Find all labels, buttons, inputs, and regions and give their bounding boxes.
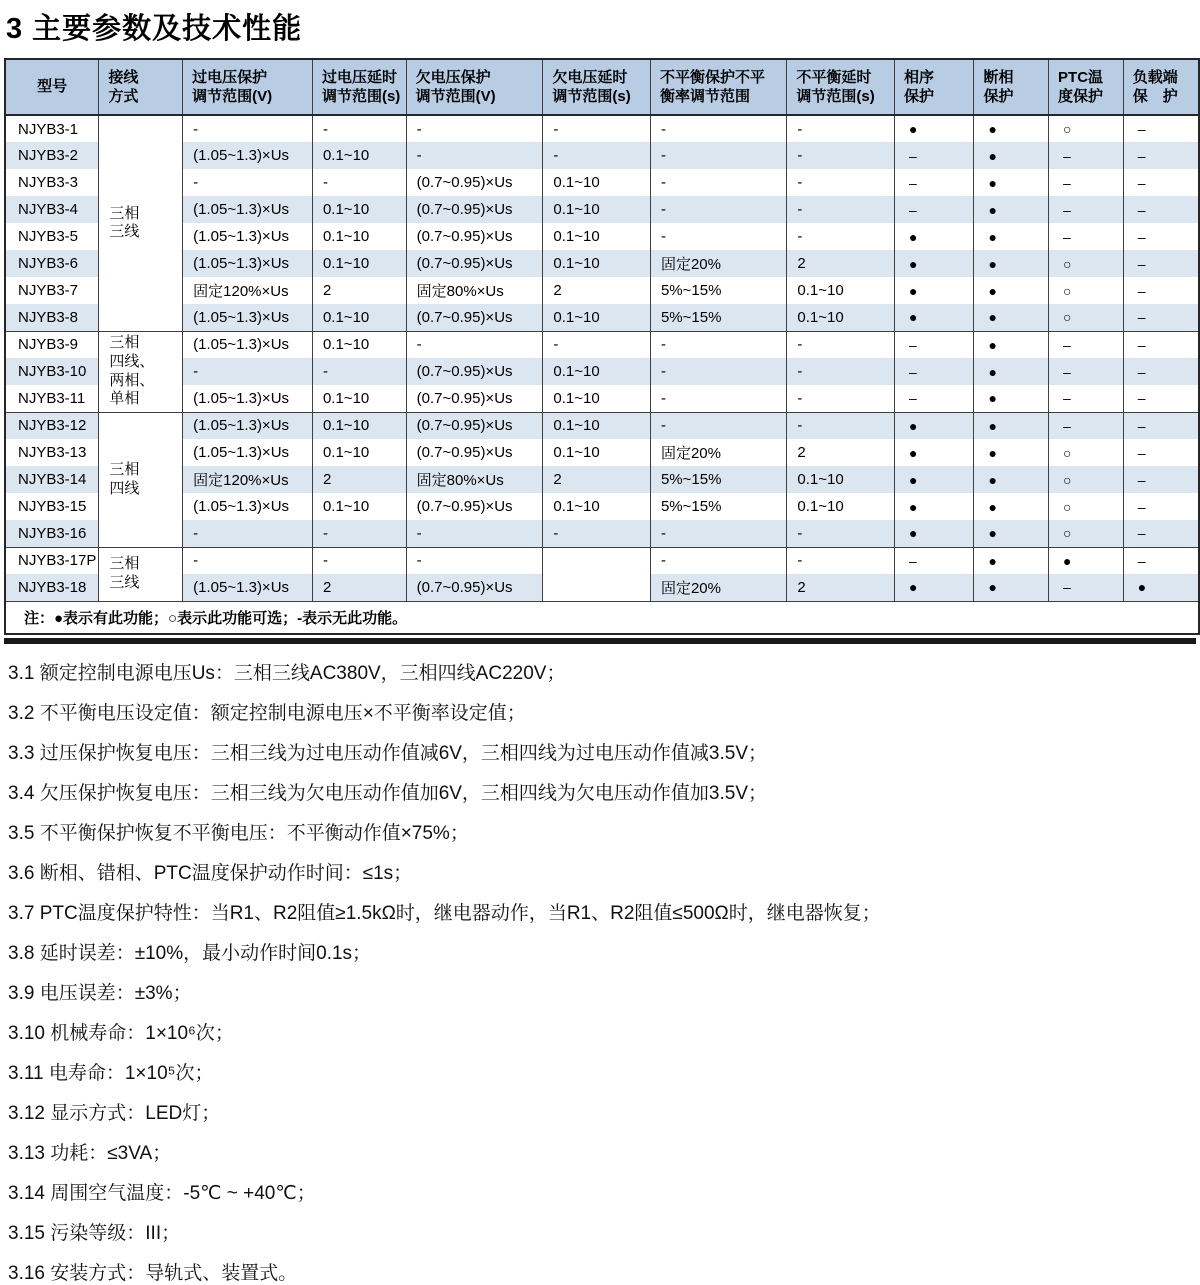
ph-cell: ● — [974, 358, 1049, 385]
spec-line-4: 3.4 欠压保护恢复电压：三相三线为欠电压动作值加6V，三相四线为欠电压动作值加3.5V； — [8, 782, 768, 804]
column-header-unb: 不平衡保护不平 衡率调节范围 — [650, 59, 786, 115]
uv-cell: - — [406, 142, 543, 169]
table-row — [5, 331, 1199, 358]
table-row — [5, 277, 1199, 304]
uv_t-cell: 0.1~10 — [543, 385, 651, 412]
seq-cell: ● — [894, 223, 974, 250]
seq-cell: ● — [894, 250, 974, 277]
unb-cell: - — [650, 547, 786, 574]
ph-cell: ● — [974, 196, 1049, 223]
model-cell: NJYB3-14 — [5, 466, 99, 493]
uv-cell: (0.7~0.95)×Us — [406, 169, 543, 196]
uv-cell: (0.7~0.95)×Us — [406, 493, 543, 520]
wiring-cell: 三相 四线、 两相、 单相 — [99, 331, 183, 412]
ph-cell: ● — [974, 493, 1049, 520]
uv-cell: (0.7~0.95)×Us — [406, 439, 543, 466]
uv-cell: 固定80%×Us — [406, 466, 543, 493]
table-row — [5, 142, 1199, 169]
uv_t-cell: - — [543, 142, 651, 169]
table-row — [5, 196, 1199, 223]
ov-cell: (1.05~1.3)×Us — [183, 412, 313, 439]
unb_t-cell: 2 — [787, 574, 895, 601]
ph-cell: ● — [974, 250, 1049, 277]
uv_t-cell: 0.1~10 — [543, 304, 651, 331]
table-row — [5, 493, 1199, 520]
uv_t-cell: 0.1~10 — [543, 358, 651, 385]
ph-cell: ● — [974, 115, 1049, 142]
ptc-cell: ○ — [1049, 277, 1124, 304]
ph-cell: ● — [974, 304, 1049, 331]
ptc-cell: – — [1049, 574, 1124, 601]
ov_t-cell: 2 — [312, 466, 406, 493]
seq-cell: ● — [894, 493, 974, 520]
model-cell: NJYB3-17P — [5, 547, 99, 574]
load-cell: – — [1123, 466, 1199, 493]
unb_t-cell: 0.1~10 — [787, 493, 895, 520]
uv-cell: (0.7~0.95)×Us — [406, 223, 543, 250]
ph-cell: ● — [974, 385, 1049, 412]
load-cell: – — [1123, 223, 1199, 250]
spec-line-5: 3.5 不平衡保护恢复不平衡电压：不平衡动作值×75%； — [8, 822, 469, 844]
table-row — [5, 466, 1199, 493]
ph-cell: ● — [974, 574, 1049, 601]
ptc-cell: ● — [1049, 547, 1124, 574]
uv-cell: (0.7~0.95)×Us — [406, 574, 543, 601]
column-header-wiring: 接线 方式 — [99, 59, 183, 115]
load-cell: – — [1123, 250, 1199, 277]
ov-cell: (1.05~1.3)×Us — [183, 439, 313, 466]
ov_t-cell: 0.1~10 — [312, 385, 406, 412]
uv-cell: (0.7~0.95)×Us — [406, 304, 543, 331]
model-cell: NJYB3-3 — [5, 169, 99, 196]
uv-cell: - — [406, 115, 543, 142]
unb-cell: 5%~15% — [650, 304, 786, 331]
ov_t-cell: 2 — [312, 277, 406, 304]
uv_t-cell: 2 — [543, 466, 651, 493]
seq-cell: ● — [894, 466, 974, 493]
unb_t-cell: 2 — [787, 250, 895, 277]
unb-cell: - — [650, 196, 786, 223]
spec-line-14: 3.14 周围空气温度：-5℃ ~ +40℃； — [8, 1182, 316, 1204]
column-header-unb_t: 不平衡延时 调节范围(s) — [787, 59, 895, 115]
spec-line-6: 3.6 断相、错相、PTC温度保护动作时间：≤1s； — [8, 862, 413, 884]
ov-cell: (1.05~1.3)×Us — [183, 223, 313, 250]
table-row — [5, 250, 1199, 277]
spec-line-9: 3.9 电压误差：±3%； — [8, 982, 192, 1004]
ov-cell: (1.05~1.3)×Us — [183, 196, 313, 223]
uv-cell: (0.7~0.95)×Us — [406, 385, 543, 412]
ov_t-cell: 0.1~10 — [312, 304, 406, 331]
uv-cell: 固定80%×Us — [406, 277, 543, 304]
unb-cell: - — [650, 115, 786, 142]
spec-line-13: 3.13 功耗：≤3VA； — [8, 1142, 172, 1164]
ov_t-cell: 0.1~10 — [312, 223, 406, 250]
model-cell: NJYB3-1 — [5, 115, 99, 142]
seq-cell: – — [894, 358, 974, 385]
model-cell: NJYB3-5 — [5, 223, 99, 250]
unb_t-cell: - — [787, 520, 895, 547]
seq-cell: ● — [894, 115, 974, 142]
uv-cell: (0.7~0.95)×Us — [406, 358, 543, 385]
seq-cell: ● — [894, 304, 974, 331]
load-cell: – — [1123, 520, 1199, 547]
spec-line-1: 3.1 额定控制电源电压Us：三相三线AC380V，三相四线AC220V； — [8, 662, 566, 684]
unb-cell: - — [650, 223, 786, 250]
seq-cell: ● — [894, 439, 974, 466]
ov_t-cell: - — [312, 358, 406, 385]
unb-cell: - — [650, 412, 786, 439]
uv_t-cell: - — [543, 520, 651, 547]
ov-cell: 固定120%×Us — [183, 466, 313, 493]
uv_t-cell: 0.1~10 — [543, 412, 651, 439]
unb_t-cell: - — [787, 412, 895, 439]
uv_t-cell: 0.1~10 — [543, 196, 651, 223]
table-row — [5, 223, 1199, 250]
ov_t-cell: 0.1~10 — [312, 493, 406, 520]
seq-cell: ● — [894, 574, 974, 601]
page-title: 3 主要参数及技术性能 — [6, 13, 303, 45]
load-cell: – — [1123, 196, 1199, 223]
ptc-cell: ○ — [1049, 115, 1124, 142]
uv_t-cell: 0.1~10 — [543, 169, 651, 196]
ov-cell: 固定120%×Us — [183, 277, 313, 304]
spec-line-3: 3.3 过压保护恢复电压：三相三线为过电压动作值减6V，三相四线为过电压动作值减3.5V； — [8, 742, 768, 764]
ptc-cell: – — [1049, 412, 1124, 439]
column-header-load: 负载端 保 护 — [1123, 59, 1199, 115]
ptc-cell: ○ — [1049, 250, 1124, 277]
model-cell: NJYB3-18 — [5, 574, 99, 601]
load-cell: – — [1123, 142, 1199, 169]
ptc-cell: – — [1049, 169, 1124, 196]
unb_t-cell: - — [787, 115, 895, 142]
ph-cell: ● — [974, 223, 1049, 250]
unb-cell: 固定20% — [650, 439, 786, 466]
table-row — [5, 412, 1199, 439]
legend-row — [5, 601, 1199, 634]
uv-delay-merged-cell — [543, 547, 651, 601]
ptc-cell: ○ — [1049, 304, 1124, 331]
unb_t-cell: - — [787, 169, 895, 196]
unb-cell: - — [650, 169, 786, 196]
model-cell: NJYB3-2 — [5, 142, 99, 169]
ov-cell: - — [183, 520, 313, 547]
uv_t-cell: 0.1~10 — [543, 493, 651, 520]
unb_t-cell: 0.1~10 — [787, 277, 895, 304]
ov_t-cell: 0.1~10 — [312, 250, 406, 277]
load-cell: – — [1123, 547, 1199, 574]
ov_t-cell: - — [312, 169, 406, 196]
wiring-cell: 三相 四线 — [99, 412, 183, 547]
seq-cell: – — [894, 385, 974, 412]
ph-cell: ● — [974, 466, 1049, 493]
unb-cell: 固定20% — [650, 250, 786, 277]
ptc-cell: – — [1049, 196, 1124, 223]
uv-cell: - — [406, 520, 543, 547]
bottom-divider — [4, 638, 1196, 644]
ov-cell: (1.05~1.3)×Us — [183, 331, 313, 358]
table-row — [5, 439, 1199, 466]
model-cell: NJYB3-7 — [5, 277, 99, 304]
spec-line-12: 3.12 显示方式：LED灯； — [8, 1102, 221, 1124]
uv-cell: (0.7~0.95)×Us — [406, 196, 543, 223]
ov-cell: (1.05~1.3)×Us — [183, 385, 313, 412]
unb-cell: 固定20% — [650, 574, 786, 601]
column-header-ov: 过电压保护 调节范围(V) — [183, 59, 313, 115]
ptc-cell: ○ — [1049, 493, 1124, 520]
ph-cell: ● — [974, 439, 1049, 466]
model-cell: NJYB3-10 — [5, 358, 99, 385]
model-cell: NJYB3-8 — [5, 304, 99, 331]
spec-line-2: 3.2 不平衡电压设定值：额定控制电源电压×不平衡率设定值； — [8, 702, 526, 724]
load-cell: – — [1123, 385, 1199, 412]
seq-cell: – — [894, 331, 974, 358]
column-header-model: 型号 — [5, 59, 99, 115]
uv_t-cell: 0.1~10 — [543, 250, 651, 277]
unb-cell: - — [650, 520, 786, 547]
ov_t-cell: 0.1~10 — [312, 331, 406, 358]
model-cell: NJYB3-16 — [5, 520, 99, 547]
uv_t-cell: 0.1~10 — [543, 439, 651, 466]
ph-cell: ● — [974, 520, 1049, 547]
load-cell: ● — [1123, 574, 1199, 601]
ph-cell: ● — [974, 547, 1049, 574]
model-cell: NJYB3-12 — [5, 412, 99, 439]
wiring-cell: 三相 三线 — [99, 547, 183, 601]
legend-note: 注：●表示有此功能；○表示此功能可选；-表示无此功能。 — [5, 601, 1199, 634]
ptc-cell: – — [1049, 358, 1124, 385]
seq-cell: ● — [894, 412, 974, 439]
unb_t-cell: - — [787, 358, 895, 385]
seq-cell: ● — [894, 520, 974, 547]
ov-cell: - — [183, 547, 313, 574]
unb-cell: - — [650, 142, 786, 169]
model-cell: NJYB3-13 — [5, 439, 99, 466]
unb_t-cell: 2 — [787, 439, 895, 466]
table-row — [5, 520, 1199, 547]
unb-cell: - — [650, 331, 786, 358]
model-cell: NJYB3-9 — [5, 331, 99, 358]
ov-cell: (1.05~1.3)×Us — [183, 574, 313, 601]
ph-cell: ● — [974, 412, 1049, 439]
unb-cell: - — [650, 385, 786, 412]
load-cell: – — [1123, 277, 1199, 304]
spec-line-11: 3.11 电寿命：1×10⁵次； — [8, 1062, 214, 1084]
unb_t-cell: - — [787, 196, 895, 223]
unb_t-cell: 0.1~10 — [787, 304, 895, 331]
unb-cell: - — [650, 358, 786, 385]
seq-cell: – — [894, 169, 974, 196]
ov_t-cell: 2 — [312, 574, 406, 601]
uv-cell: (0.7~0.95)×Us — [406, 250, 543, 277]
spec-line-15: 3.15 污染等级：III； — [8, 1222, 181, 1244]
parameters-table — [4, 58, 1200, 635]
table-body — [5, 115, 1199, 601]
ov_t-cell: - — [312, 115, 406, 142]
uv-cell: - — [406, 331, 543, 358]
ov_t-cell: 0.1~10 — [312, 142, 406, 169]
unb_t-cell: - — [787, 385, 895, 412]
ov_t-cell: - — [312, 547, 406, 574]
column-header-seq: 相序 保护 — [894, 59, 974, 115]
unb_t-cell: 0.1~10 — [787, 466, 895, 493]
table-head-row — [5, 59, 1199, 115]
model-cell: NJYB3-15 — [5, 493, 99, 520]
uv_t-cell: - — [543, 331, 651, 358]
seq-cell: – — [894, 142, 974, 169]
table-row — [5, 358, 1199, 385]
ptc-cell: ○ — [1049, 466, 1124, 493]
page — [0, 6, 1200, 1285]
load-cell: – — [1123, 358, 1199, 385]
load-cell: – — [1123, 439, 1199, 466]
ptc-cell: – — [1049, 223, 1124, 250]
ov-cell: - — [183, 169, 313, 196]
ptc-cell: ○ — [1049, 439, 1124, 466]
ph-cell: ● — [974, 331, 1049, 358]
uv_t-cell: 2 — [543, 277, 651, 304]
ov_t-cell: 0.1~10 — [312, 439, 406, 466]
ptc-cell: – — [1049, 142, 1124, 169]
column-header-ptc: PTC温 度保护 — [1049, 59, 1124, 115]
ptc-cell: – — [1049, 385, 1124, 412]
ov_t-cell: - — [312, 520, 406, 547]
model-cell: NJYB3-11 — [5, 385, 99, 412]
unb_t-cell: - — [787, 142, 895, 169]
table-row — [5, 115, 1199, 142]
model-cell: NJYB3-6 — [5, 250, 99, 277]
seq-cell: ● — [894, 277, 974, 304]
ov_t-cell: 0.1~10 — [312, 196, 406, 223]
wiring-cell: 三相 三线 — [99, 115, 183, 331]
unb-cell: 5%~15% — [650, 277, 786, 304]
column-header-ov_t: 过电压延时 调节范围(s) — [312, 59, 406, 115]
unb-cell: 5%~15% — [650, 466, 786, 493]
load-cell: – — [1123, 169, 1199, 196]
ov-cell: (1.05~1.3)×Us — [183, 250, 313, 277]
unb_t-cell: - — [787, 331, 895, 358]
load-cell: – — [1123, 412, 1199, 439]
seq-cell: – — [894, 196, 974, 223]
spec-line-10: 3.10 机械寿命：1×10⁶次； — [8, 1022, 234, 1044]
uv_t-cell: - — [543, 115, 651, 142]
uv-cell: (0.7~0.95)×Us — [406, 412, 543, 439]
ph-cell: ● — [974, 142, 1049, 169]
uv_t-cell: 0.1~10 — [543, 223, 651, 250]
ph-cell: ● — [974, 277, 1049, 304]
specs-list — [8, 658, 1200, 1285]
ov-cell: (1.05~1.3)×Us — [183, 304, 313, 331]
ph-cell: ● — [974, 169, 1049, 196]
seq-cell: – — [894, 547, 974, 574]
ov-cell: - — [183, 358, 313, 385]
column-header-uv: 欠电压保护 调节范围(V) — [406, 59, 543, 115]
unb_t-cell: - — [787, 223, 895, 250]
spec-line-8: 3.8 延时误差：±10%，最小动作时间0.1s； — [8, 942, 372, 964]
spec-line-16: 3.16 安装方式：导轨式、装置式。 — [8, 1262, 298, 1284]
ov-cell: (1.05~1.3)×Us — [183, 142, 313, 169]
uv-cell: - — [406, 547, 543, 574]
ov-cell: - — [183, 115, 313, 142]
unb_t-cell: - — [787, 547, 895, 574]
ptc-cell: ○ — [1049, 520, 1124, 547]
table-row — [5, 385, 1199, 412]
model-cell: NJYB3-4 — [5, 196, 99, 223]
load-cell: – — [1123, 331, 1199, 358]
unb-cell: 5%~15% — [650, 493, 786, 520]
column-header-uv_t: 欠电压延时 调节范围(s) — [543, 59, 651, 115]
column-header-ph: 断相 保护 — [974, 59, 1049, 115]
load-cell: – — [1123, 493, 1199, 520]
ptc-cell: – — [1049, 331, 1124, 358]
ov_t-cell: 0.1~10 — [312, 412, 406, 439]
spec-line-7: 3.7 PTC温度保护特性：当R1、R2阻值≥1.5kΩ时，继电器动作，当R1、R2阻值≤500Ω时，继电器恢复； — [8, 902, 881, 924]
table-row — [5, 547, 1199, 574]
table-row — [5, 169, 1199, 196]
table-row — [5, 304, 1199, 331]
load-cell: – — [1123, 115, 1199, 142]
ov-cell: (1.05~1.3)×Us — [183, 493, 313, 520]
load-cell: – — [1123, 304, 1199, 331]
